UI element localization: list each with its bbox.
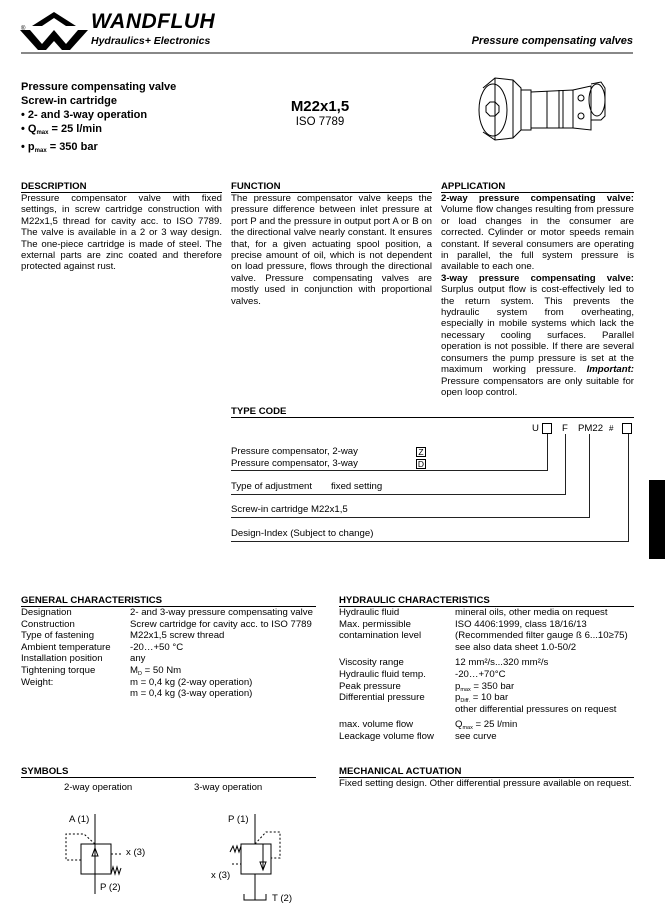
- char-key: Hydraulic fluid: [339, 607, 400, 618]
- char-value: see curve: [455, 731, 497, 742]
- adjustment-value: fixed setting: [331, 481, 383, 492]
- application-heading: APPLICATION: [441, 181, 634, 193]
- char-key: Installation position: [21, 653, 103, 665]
- adjustment-label: Type of adjustment: [231, 481, 313, 492]
- function-text: The pressure compensator valve keeps the pressure difference between inlet pressure at port P and the pressure in output port A or B on the directional valve nearly constant. It ensures that, for a given actuating spool position, a precise amount of oil, which is not dependent on load pressure, flows through the directional valve. Pressure compensating valves are mostly used in conjunction with proportional valves.: [231, 193, 432, 307]
- char-key: max. volume flow: [339, 719, 414, 731]
- char-value: mineral oils, other media on request: [455, 607, 608, 618]
- code-u: U: [532, 423, 539, 434]
- type-code-heading: TYPE CODE: [231, 406, 634, 418]
- port-t-label: T (2): [272, 893, 293, 904]
- three-way-label: 3-way pressure compensating valve:: [441, 272, 634, 284]
- type-code-line-1: [231, 470, 548, 471]
- bullet-pmax: • $p_{max} = 350$ bar: [21, 141, 98, 154]
- char-value: 12 mm²/s...320 mm²/s: [455, 657, 549, 669]
- product-subtitle: Screw-in cartridge: [21, 95, 117, 107]
- char-key: Viscosity range: [339, 657, 404, 669]
- port-x-label-3way: x (3): [211, 870, 231, 881]
- code-f: F: [562, 423, 568, 434]
- char-key: Weight:: [21, 676, 54, 688]
- bullet-qmax: • $Q_{max} = 25$ l/min: [21, 123, 102, 136]
- code-z: Z: [416, 447, 426, 457]
- char-key: Type of fastening: [21, 630, 95, 642]
- two-way-label: 2-way pressure compensating valve:: [441, 193, 634, 204]
- port-a-label: A (1): [69, 814, 90, 825]
- char-value: see also data sheet 1.0-50/2: [455, 641, 577, 653]
- mechanical-text: Fixed setting design. Other differential pressure available on request.: [339, 778, 632, 789]
- char-value: -20…+70°C: [455, 669, 506, 680]
- char-value: M22x1,5 screw thread: [130, 630, 225, 642]
- char-value: 2- and 3-way pressure compensating valve: [130, 607, 313, 618]
- cartridge-label: Screw-in cartridge M22x1,5: [231, 504, 348, 515]
- description-heading: DESCRIPTION: [21, 181, 222, 193]
- model-block: [278, 98, 362, 129]
- char-value: ISO 4406:1999, class 18/16/13: [455, 618, 587, 630]
- brand-name: WANDFLUH: [91, 10, 216, 33]
- three-way-title: 3-way operation: [194, 782, 263, 793]
- wandfluh-logo-icon: [18, 12, 90, 50]
- char-value: $Q_{max} = 25$ l/min: [455, 719, 518, 732]
- header-divider: [21, 52, 633, 54]
- general-heading: GENERAL CHARACTERISTICS: [21, 595, 316, 607]
- function-heading: FUNCTION: [231, 181, 432, 193]
- type-code-line-2: [231, 494, 566, 495]
- char-key: Ambient temperature: [21, 641, 111, 653]
- code-box-2: [622, 423, 632, 434]
- model-number: M22x1,5: [290, 98, 350, 115]
- code-pm22: PM22: [578, 423, 604, 434]
- type-code-line-3: [231, 517, 590, 518]
- type-code-line-4: [231, 541, 629, 542]
- port-x-label-2way: x (3): [126, 847, 146, 858]
- type-2way-label: Pressure compensator, 2-way: [231, 446, 358, 457]
- application-text: 2-way pressure compensating valve: Volume flow changes resulting from pressure or load changes in the consumer are corrected. Cylinder or motor speeds remain constant. If several consumers are operating in parallel, the full system pressure is available to each one. 3-way pressure compensating valve: Surplus output flow is cost-effectively led to the return system. This prevents the hydraulic system from overheating, especially in mobile systems which lack the necessary cooling surfaces. Parallel operation is not possible. If there are several consumers the pump pressure is set at the maximum working pressure. Important: Pressure compensators are only suitable for open loop control.: [441, 193, 634, 398]
- char-key: Max. permissible: [339, 618, 411, 630]
- cartridge-valve-image: [473, 68, 611, 144]
- type-code-vline-2: [565, 434, 566, 495]
- char-value: any: [130, 653, 146, 665]
- char-value: m = 0,4 kg (2-way operation): [130, 676, 253, 688]
- mechanical-heading: MECHANICAL ACTUATION: [339, 766, 634, 778]
- code-box-1: [542, 423, 552, 434]
- char-value: $p_{Diff.} = 10$ bar: [455, 692, 509, 705]
- description-text: Pressure compensator valve with fixed settings, in screw cartridge construction with M22x1,5 thread for cavity acc. to ISO 7789. The valve is available in a 2 or 3 way design. The one-piece cartridge is made of steel. The external parts are zinc coated and therefore protected against rust.: [21, 193, 222, 273]
- char-key: Leackage volume flow: [339, 731, 434, 742]
- standard-ref: ISO 7789: [295, 116, 345, 128]
- product-summary: [21, 80, 176, 158]
- char-key: Hydraulic fluid temp.: [339, 669, 426, 680]
- port-p-label-3way: P (1): [228, 814, 249, 825]
- char-value: other differential pressures on request: [455, 703, 617, 715]
- code-d: D: [417, 459, 425, 469]
- type-code-vline-4: [628, 434, 629, 542]
- char-key: Peak pressure: [339, 680, 401, 692]
- section-tab-marker: [649, 480, 665, 559]
- char-value: -20…+50 °C: [130, 641, 184, 653]
- type-code-vline-3: [589, 434, 590, 518]
- char-value: m = 0,4 kg (3-way operation): [130, 688, 253, 700]
- char-key: Designation: [21, 607, 72, 618]
- product-title: Pressure compensating valve: [21, 81, 177, 93]
- char-value: (Recommended filter gauge ß 6...10≥75): [455, 630, 628, 642]
- char-key: Construction: [21, 618, 75, 630]
- brand-subtitle: Hydraulics+ Electronics: [91, 35, 211, 47]
- char-value: Screw cartridge for cavity acc. to ISO 7789: [130, 618, 312, 630]
- type-3way-label: Pressure compensator, 3-way: [231, 458, 358, 469]
- char-key: Differential pressure: [339, 692, 425, 704]
- symbols-heading: SYMBOLS: [21, 766, 316, 778]
- type-code-vline-1: [547, 434, 548, 471]
- design-index-label: Design-Index (Subject to change): [231, 528, 374, 539]
- char-value: $p_{max} = 350$ bar: [455, 680, 515, 693]
- char-key: Tightening torque: [21, 665, 96, 676]
- registered-mark: ®: [21, 26, 26, 32]
- port-p-label-2way: P (2): [100, 882, 121, 893]
- category-title: Pressure compensating valves: [471, 35, 633, 47]
- char-value: $M_D = 50$ Nm: [130, 665, 182, 677]
- char-key: contamination level: [339, 630, 422, 642]
- bullet-operation: • 2- and 3-way operation: [21, 109, 148, 121]
- hydraulic-heading: HYDRAULIC CHARACTERISTICS: [339, 595, 634, 607]
- two-way-title: 2-way operation: [64, 782, 133, 793]
- code-hash: #: [609, 424, 614, 433]
- important-label: Important:: [586, 364, 634, 376]
